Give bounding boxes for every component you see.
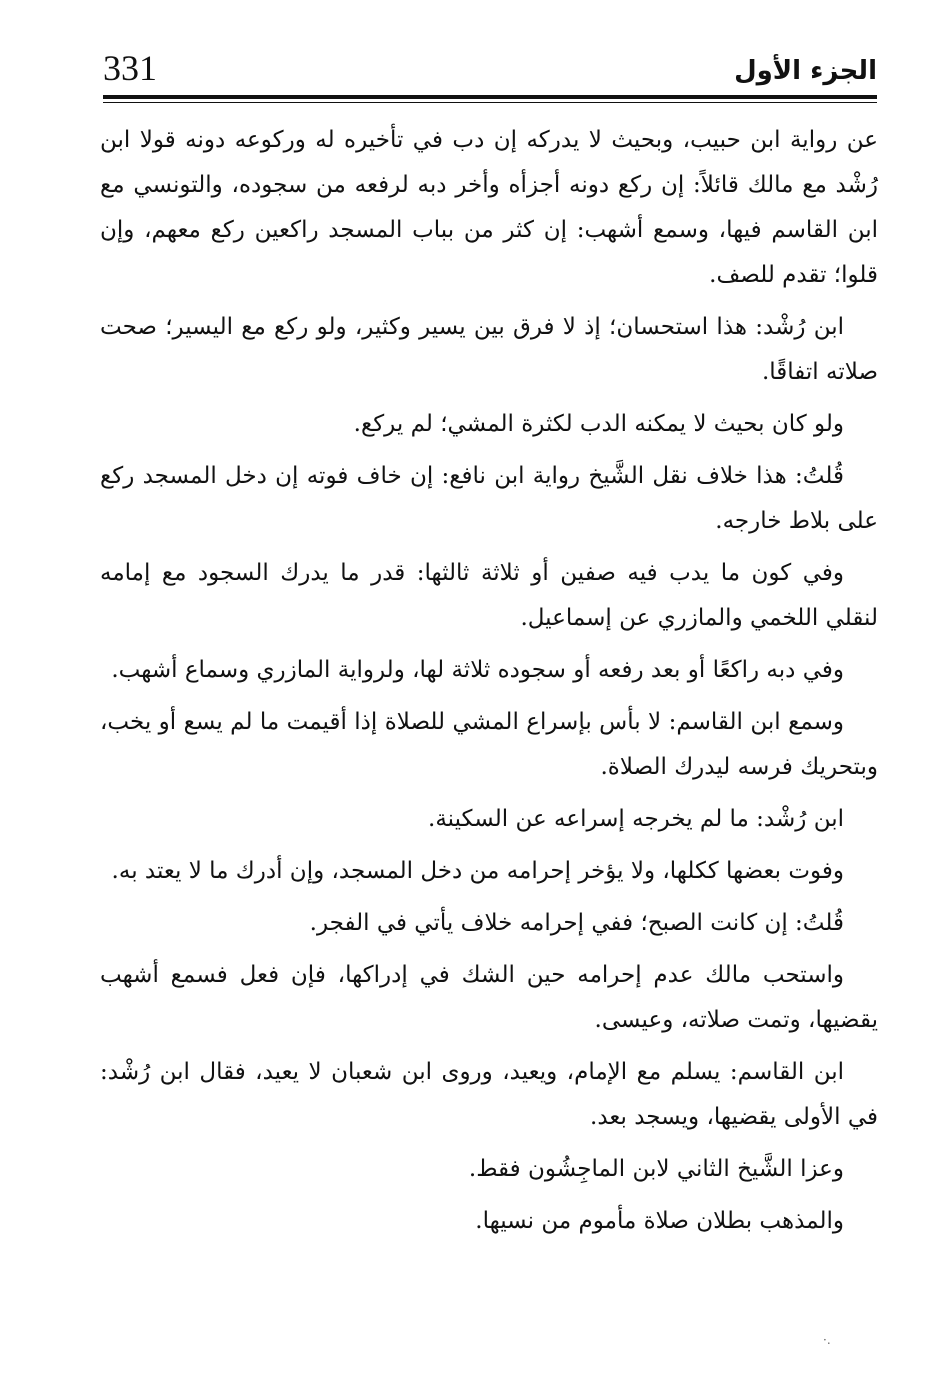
paragraph: والمذهب بطلان صلاة مأموم من نسيها. [475,1208,844,1234]
paragraph: ولو كان بحيث لا يمكنه الدب لكثرة المشي؛ لم يركع. [353,411,844,437]
paragraph: ابن القاسم: يسلم مع الإمام، ويعيد، وروى ابن شعبان لا يعيد، فقال ابن رُشْد: في الأولى يقضيها، ويسجد بعد. [100,1059,878,1130]
paragraph: ابن رُشْد: ما لم يخرجه إسراعه عن السكينة. [428,806,844,832]
paragraph: واستحب مالك عدم إحرامه حين الشك في إدراكها، فإن فعل فسمع أشهب يقضيها، وتمت صلاته، وعيسى. [100,962,878,1033]
page-header [103,48,877,94]
header-rule-thick [103,95,877,99]
paragraph: قُلتُ: هذا خلاف نقل الشَّيخ رواية ابن نافع: إن خاف فوته إن دخل المسجد ركع على بلاط خارجه. [100,463,878,534]
paragraph: عن رواية ابن حبيب، وبحيث لا يدركه إن دب في تأخيره له وركوعه دونه قولا ابن رُشْد مع مالك قائلاً: إن ركع دونه أجزأه وأخر دبه لرفعه من سجوده، والتونسي مع ابن القاسم فيها، وسمع أشهب: إن كثر من بباب المسجد راكعين ركع معهم، وإن قلوا؛ تقدم للصف. [100,127,878,288]
paragraph: قُلتُ: إن كانت الصبح؛ ففي إحرامه خلاف يأتي في الفجر. [309,910,844,936]
paragraph: وفي كون ما يدب فيه صفين أو ثلاثة ثالثها: قدر ما يدرك السجود مع إمامه لنقلي اللخمي والمازري عن إسماعيل. [100,560,878,631]
scan-speck-mark: ·. [823,1333,831,1347]
paragraph: وعزا الشَّيخ الثاني لابن الماجِشُون فقط. [468,1156,844,1182]
paragraph: وفي دبه راكعًا أو بعد رفعه أو سجوده ثلاثة لها، ولرواية المازري وسماع أشهب. [111,657,844,683]
paragraph: وفوت بعضها ككلها، ولا يؤخر إحرامه من دخل المسجد، وإن أدرك ما لا يعتد به. [111,858,844,884]
part-title: الجزء الأول [734,56,877,86]
paragraph: وسمع ابن القاسم: لا بأس بإسراع المشي للصلاة إذا أقيمت ما لم يسع أو يخب، وبتحريك فرسه ليدرك الصلاة. [100,709,878,780]
header-rule-thin [103,102,877,103]
page-body [100,118,878,1251]
paragraph: ابن رُشْد: هذا استحسان؛ إذ لا فرق بين يسير وكثير، ولو ركع مع اليسير؛ صحت صلاته اتفاقًا. [100,314,878,385]
page-number: 331 [103,48,157,88]
